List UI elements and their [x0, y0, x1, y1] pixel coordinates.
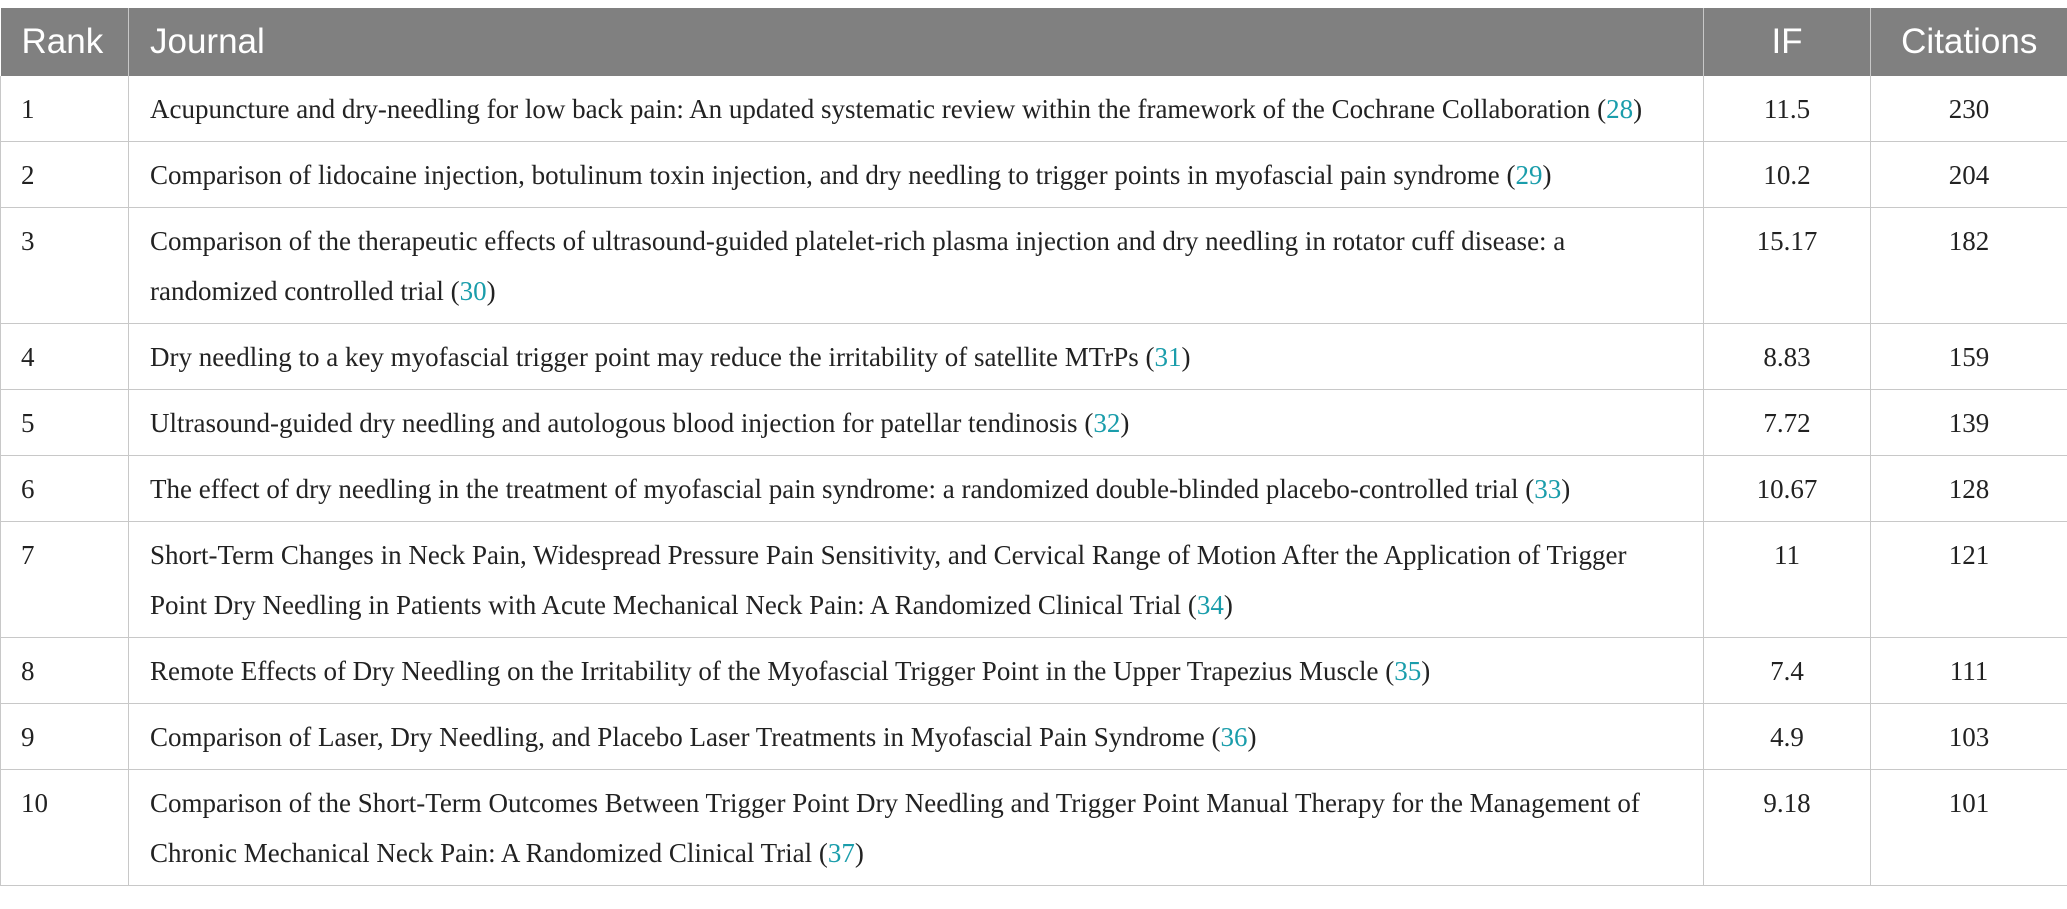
article-title: Comparison of the therapeutic effects of ultrasound-guided platelet-rich plasma injection and dry needling in rotator cuff disease: a randomized controlled trial: [150, 226, 1566, 306]
rank-cell: 8: [1, 638, 129, 704]
impact-factor-cell: 10.67: [1704, 456, 1871, 522]
table-row: [1, 770, 2067, 886]
rank-cell: 9: [1, 704, 129, 770]
journal-cell: Comparison of Laser, Dry Needling, and Placebo Laser Treatments in Myofascial Pain Syndrome (36): [129, 704, 1704, 770]
header-citations: Citations: [1871, 8, 2067, 76]
journal-cell: Acupuncture and dry-needling for low back pain: An updated systematic review within the framework of the Cochrane Collaboration (28): [129, 76, 1704, 142]
rank-cell: 5: [1, 390, 129, 456]
table-row: [1, 704, 2067, 770]
rank-cell: 7: [1, 522, 129, 638]
citations-cell: 159: [1871, 324, 2067, 390]
article-title: The effect of dry needling in the treatment of myofascial pain syndrome: a randomized double-blinded placebo-controlled trial: [150, 474, 1519, 504]
citations-cell: 103: [1871, 704, 2067, 770]
table-row: [1, 76, 2067, 142]
citations-cell: 139: [1871, 390, 2067, 456]
article-title: Comparison of the Short-Term Outcomes Between Trigger Point Dry Needling and Trigger Point Manual Therapy for the Management of Chronic Mechanical Neck Pain: A Randomized Clinical Trial: [150, 788, 1640, 868]
reference-link[interactable]: 28: [1606, 94, 1634, 124]
impact-factor-cell: 8.83: [1704, 324, 1871, 390]
reference-link[interactable]: 37: [827, 838, 855, 868]
table-body: [1, 76, 2067, 886]
table-row: [1, 142, 2067, 208]
impact-factor-cell: 9.18: [1704, 770, 1871, 886]
journal-cell: Comparison of lidocaine injection, botulinum toxin injection, and dry needling to trigger points in myofascial pain syndrome (29): [129, 142, 1704, 208]
citations-cell: 121: [1871, 522, 2067, 638]
header-if: IF: [1704, 8, 1871, 76]
impact-factor-cell: 7.4: [1704, 638, 1871, 704]
rank-cell: 10: [1, 770, 129, 886]
reference-link[interactable]: 32: [1093, 408, 1121, 438]
citations-cell: 182: [1871, 208, 2067, 324]
reference-link[interactable]: 33: [1534, 474, 1562, 504]
header-row: [1, 8, 2067, 76]
journal-cell: Remote Effects of Dry Needling on the Irritability of the Myofascial Trigger Point in the Upper Trapezius Muscle (35): [129, 638, 1704, 704]
reference-link[interactable]: 36: [1220, 722, 1248, 752]
rank-cell: 1: [1, 76, 129, 142]
journal-cell: Short-Term Changes in Neck Pain, Widespread Pressure Pain Sensitivity, and Cervical Range of Motion After the Application of Trigger Point Dry Needling in Patients with Acute Mechanical Neck Pain: A Randomized Clinical Trial (34): [129, 522, 1704, 638]
article-title: Comparison of lidocaine injection, botulinum toxin injection, and dry needling to trigger points in myofascial pain syndrome: [150, 160, 1500, 190]
impact-factor-cell: 4.9: [1704, 704, 1871, 770]
rank-cell: 3: [1, 208, 129, 324]
reference-link[interactable]: 29: [1515, 160, 1543, 190]
impact-factor-cell: 15.17: [1704, 208, 1871, 324]
article-title: Ultrasound-guided dry needling and autologous blood injection for patellar tendinosis: [150, 408, 1078, 438]
rank-cell: 4: [1, 324, 129, 390]
top-cited-articles-table: [0, 8, 2067, 886]
article-title: Comparison of Laser, Dry Needling, and Placebo Laser Treatments in Myofascial Pain Syndrome: [150, 722, 1205, 752]
journal-cell: The effect of dry needling in the treatment of myofascial pain syndrome: a randomized double-blinded placebo-controlled trial (33): [129, 456, 1704, 522]
article-title: Acupuncture and dry-needling for low back pain: An updated systematic review within the framework of the Cochrane Collaboration: [150, 94, 1591, 124]
table-row: [1, 456, 2067, 522]
table-header: [1, 8, 2067, 76]
citations-cell: 230: [1871, 76, 2067, 142]
reference-link[interactable]: 34: [1196, 590, 1224, 620]
rank-cell: 6: [1, 456, 129, 522]
citations-cell: 128: [1871, 456, 2067, 522]
journal-cell: Comparison of the therapeutic effects of ultrasound-guided platelet-rich plasma injection and dry needling in rotator cuff disease: a randomized controlled trial (30): [129, 208, 1704, 324]
impact-factor-cell: 7.72: [1704, 390, 1871, 456]
reference-link[interactable]: 30: [459, 276, 487, 306]
citations-cell: 111: [1871, 638, 2067, 704]
reference-link[interactable]: 35: [1394, 656, 1422, 686]
header-rank: Rank: [1, 8, 129, 76]
citations-cell: 101: [1871, 770, 2067, 886]
journal-cell: Dry needling to a key myofascial trigger point may reduce the irritability of satellite MTrPs (31): [129, 324, 1704, 390]
article-title: Dry needling to a key myofascial trigger point may reduce the irritability of satellite MTrPs: [150, 342, 1139, 372]
table-row: [1, 208, 2067, 324]
header-journal: Journal: [129, 8, 1704, 76]
reference-link[interactable]: 31: [1154, 342, 1182, 372]
rank-cell: 2: [1, 142, 129, 208]
article-title: Short-Term Changes in Neck Pain, Widespread Pressure Pain Sensitivity, and Cervical Range of Motion After the Application of Trigger Point Dry Needling in Patients with Acute Mechanical Neck Pain: A Randomized Clinical Trial: [150, 540, 1627, 620]
table-row: [1, 638, 2067, 704]
citations-cell: 204: [1871, 142, 2067, 208]
impact-factor-cell: 10.2: [1704, 142, 1871, 208]
journal-cell: Comparison of the Short-Term Outcomes Between Trigger Point Dry Needling and Trigger Point Manual Therapy for the Management of Chronic Mechanical Neck Pain: A Randomized Clinical Trial (37): [129, 770, 1704, 886]
journal-cell: Ultrasound-guided dry needling and autologous blood injection for patellar tendinosis (32): [129, 390, 1704, 456]
table-container: [0, 8, 2067, 886]
table-row: [1, 390, 2067, 456]
impact-factor-cell: 11.5: [1704, 76, 1871, 142]
table-row: [1, 522, 2067, 638]
impact-factor-cell: 11: [1704, 522, 1871, 638]
article-title: Remote Effects of Dry Needling on the Irritability of the Myofascial Trigger Point in the Upper Trapezius Muscle: [150, 656, 1379, 686]
table-row: [1, 324, 2067, 390]
